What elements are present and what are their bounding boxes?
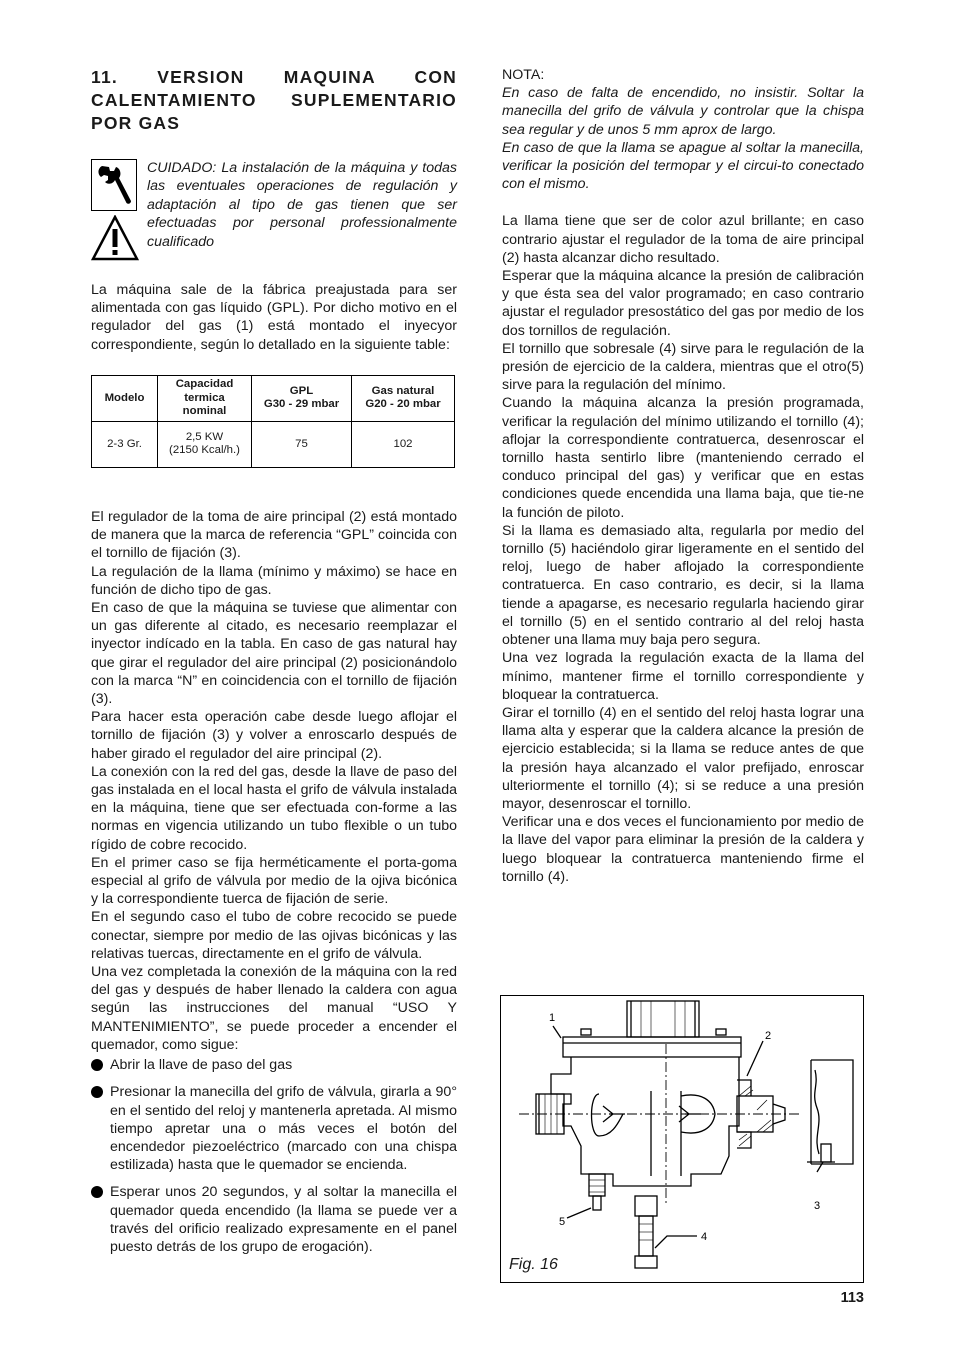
page-number: 113 <box>840 1290 864 1306</box>
paragraph: En el segundo caso el tubo de cobre recocido se puede conectar, siempre por medio de las ojivas bicónicas y las relativas tuercas, directamente en el grifo de válvula. <box>91 909 457 962</box>
right-body <box>502 212 864 886</box>
figure-16 <box>500 995 864 1283</box>
paragraph: Si la llama es demasiado alta, regularla por medio del tornillo (5) haciéndolo girar ligeramente en el sentido del reloj, luego de haber aflojado la correspondiente contratuerca. En caso contrario, es decir, si la llama tiende a apagarse, es necesario regularla haciendo girar el tornillo (5) en el sentido contrario al del reloj hasta obtener una llama muy baja pero segura. <box>502 522 864 649</box>
warning-triangle-icon <box>91 215 139 261</box>
callout-1: 1 <box>549 1012 556 1024</box>
figure-caption: Fig. 16 <box>509 1256 558 1273</box>
table-header-gas-natural: Gas natural G20 - 20 mbar <box>352 375 455 421</box>
table-header-gpl: GPL G30 - 29 mbar <box>252 375 352 421</box>
paragraph: Verificar una e dos veces el funcionamiento por medio de la llave del vapor para eliminar la presión de la caldera y luego bloquear la contratuerca manteniendo firme el tornillo (4). <box>502 814 864 885</box>
table-row <box>92 421 455 467</box>
table-cell-capacidad: 2,5 KW (2150 Kcal/h.) <box>158 421 252 467</box>
paragraph: Girar el tornillo (4) en el sentido del reloj hasta lograr una llama alta y esperar que la caldera alcance la presión de ejercicio establecida; si la llama se reduce antes de que la presión haya alcanzado el valor prefijado, enroscar ulteriormente el tornillo (4); si se reduce a una presión mayor, desenroscar el tornillo. <box>502 704 864 812</box>
paragraph: La conexión con la red del gas, desde la llave de paso del gas instalada en el local hasta el grifo de válvula instalada en la máquina, tiene que ser efectuada con-forme a las normas en vigencia utilizando un tubo flexible o un tubo rígido de cobre recocido. <box>91 763 457 853</box>
gas-table <box>91 375 455 468</box>
bullet-icon <box>91 1059 103 1071</box>
callout-4: 4 <box>701 1231 708 1243</box>
left-body <box>91 508 457 1256</box>
callout-2: 2 <box>765 1030 772 1042</box>
paragraph: Para hacer esta operación cabe desde luego aflojar el tornillo de fijación (3) y volver a enroscarlo después de haber girado el regulador del aire principal (2). <box>91 709 457 762</box>
paragraph: La llama tiene que ser de color azul brillante; en caso contrario ajustar el regulador de la toma de aire principal (2) hasta alcanzar dicho resultado. <box>502 213 864 266</box>
callout-5: 5 <box>559 1216 566 1228</box>
list-item: Presionar la manecilla del grifo de válvula, girarla a 90° en el sentido del reloj y mantenerla apretada. Al mismo tiempo apretar una o más veces el botón del encendedor piezoeléctrico (marcado con una chispa estilizada) hasta que le quemador se encienda. <box>91 1083 457 1174</box>
paragraph: El regulador de la toma de aire principal (2) está montado de manera que la marca de referencia “GPL” coincida con el tornillo de fijación (3). <box>91 509 457 562</box>
left-column <box>91 66 457 468</box>
paragraph: En el primer caso se fija herméticamente el porta-goma especial al grifo de válvula por medio de la ojiva bicónica y la correspondiente tuerca de fijación de serie. <box>91 854 457 908</box>
bullet-icon <box>91 1086 103 1098</box>
paragraph: En caso de que la máquina se tuviese que alimentar con un gas diferente al citado, es necesario reemplazar el inyector indícado en la tabla. En caso de gas natural hay que girar el regulador del aire principal (2) posicionándolo con la marca “N” en coincidencia con el tornillo de fijación (3). <box>91 600 457 708</box>
note-label: NOTA: <box>502 67 545 83</box>
paragraph: Esperar que la máquina alcance la presión de calibración y que ésta sea del valor programado; en caso contrario ajustar el regulador presostático del gas por medio de los dos tornillos de regulación. <box>502 268 864 339</box>
table-header-row <box>92 375 455 421</box>
wrench-icon <box>91 159 137 211</box>
paragraph: Una vez lograda la regulación exacta de la llama del mínimo, mantener firme el tornillo correspondiente y bloquear la contratuerca. <box>502 650 864 703</box>
paragraph: La regulación de la llama (mínimo y máximo) se hace en función de dicho tipo de gas. <box>91 563 457 598</box>
list-item: Esperar unos 20 segundos, y al soltar la manecilla el quemador queda encendido (la llama se puede ver a través del orificio realizado expresamente en el panel puesto detrás de los grupo de erogación). <box>91 1183 457 1256</box>
table-header-modelo: Modelo <box>92 375 158 421</box>
list-item: Abrir la llave de paso del gas <box>91 1056 457 1074</box>
paragraph: El tornillo que sobresale (4) sirve para le regulación de la presión de ejercicio de la caldera, mientras que el otro(5) sirve para la regulación del mínimo. <box>502 340 864 394</box>
callout-3: 3 <box>814 1200 821 1212</box>
gas-regulator-diagram <box>501 996 863 1282</box>
paragraph: Cuando la máquina alcanza la presión programada, verificar la regulación del mínimo utilizando el tornillo (4); aflojar la correspondiente contratuerca, desenroscar el tornillo hasta sentirlo libre (manteniendo cerrado el conduco principal del gas) y verificar que en estas condiciones quede encendida una llama baja, que tie-ne la función de piloto. <box>502 395 864 521</box>
warning-icons <box>91 159 139 261</box>
paragraph: Una vez completada la conexión de la máquina con la red del gas y después de haber llenado la caldera con agua según las instrucciones del manual “USO Y MANTENIMIENTO”, se puede proceder a encender el quemador, como sigue: <box>91 964 457 1053</box>
note-text: En caso de falta de encendido, no insistir. Soltar la manecilla del grifo de válvula y controlar que la chispa sea regular y de unos 5 mm aprox de largo. <box>502 85 864 138</box>
table-cell-gpl: 75 <box>252 421 352 467</box>
warning-text: CUIDADO: La instalación de la máquina y todas las eventuales operaciones de regulación y adaptación al tipo de gas tienen que ser efectuadas por personal professionalmente cualificado <box>147 160 457 250</box>
table-header-capacidad: Capacidad termica nominal <box>158 375 252 421</box>
section-heading: 11. VERSION MAQUINA CON CALENTAMIENTO SUPLEMENTARIO POR GAS <box>91 67 457 133</box>
table-cell-modelo: 2-3 Gr. <box>92 421 158 467</box>
table-cell-gas-natural: 102 <box>352 421 455 467</box>
warning-box <box>91 159 457 271</box>
bullet-icon <box>91 1186 103 1198</box>
right-column <box>502 66 864 886</box>
intro-paragraph: La máquina sale de la fábrica preajustada para ser alimentada con gas líquido (GPL). Por dicho motivo en el regulador del gas (1) está montado el inyecyor correspondiente, según lo detallado en la siguiente table: <box>91 282 457 353</box>
note-text: En caso de que la llama se apague al soltar la manecilla, verificar la posición del termopar y el circui-to conectado con el mismo. <box>502 139 864 193</box>
